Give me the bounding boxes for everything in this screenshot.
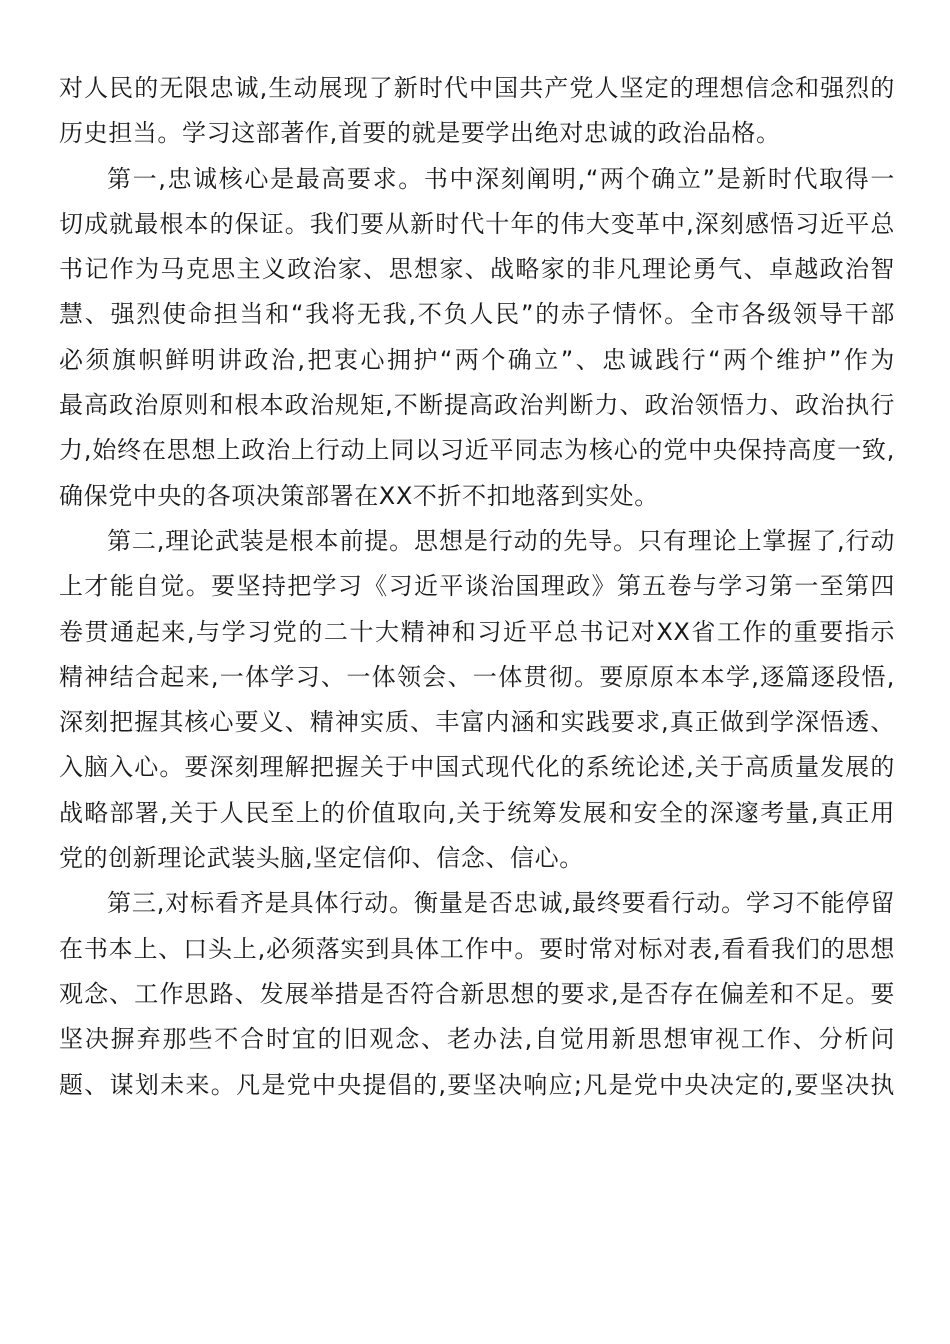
- text-line: 必须旗帜鲜明讲政治,把衷心拥护“两个确立”、忠诚践行“两个维护”作为: [59, 345, 895, 374]
- text-line: 党的创新理论武装头脑,坚定信仰、信念、信心。: [59, 844, 584, 873]
- document-body: [59, 66, 895, 1108]
- text-line: 战略部署,关于人民至上的价值取向,关于统筹发展和安全的深邃考量,真正用: [59, 798, 895, 827]
- text-line: 精神结合起来,一体学习、一体领会、一体贯彻。要原原本本学,逐篇逐段悟,: [59, 662, 895, 691]
- text-line: 上才能自觉。要坚持把学习《习近平谈治国理政》第五卷与学习第一至第四: [59, 572, 895, 601]
- paragraph-start-line: 第三,对标看齐是具体行动。衡量是否忠诚,最终要看行动。学习不能停留: [107, 889, 895, 918]
- text-line: 入脑入心。要深刻理解把握关于中国式现代化的系统论述,关于高质量发展的: [59, 753, 895, 782]
- text-line: 对人民的无限忠诚,生动展现了新时代中国共产党人坚定的理想信念和强烈的: [59, 74, 895, 102]
- paragraph-start-line: 第一,忠诚核心是最高要求。书中深刻阐明,“两个确立”是新时代取得一: [107, 164, 895, 193]
- text-line: 确保党中央的各项决策部署在XX不折不扣地落到实处。: [59, 481, 659, 510]
- text-line: 书记作为马克思主义政治家、思想家、战略家的非凡理论勇气、卓越政治智: [59, 255, 895, 284]
- text-line: 卷贯通起来,与学习党的二十大精神和习近平总书记对XX省工作的重要指示: [59, 617, 895, 646]
- paragraph-start-line: 第二,理论武装是根本前提。思想是行动的先导。只有理论上掌握了,行动: [107, 526, 895, 555]
- text-line: 坚决摒弃那些不合时宜的旧观念、老办法,自觉用新思想审视工作、分析问: [59, 1025, 895, 1054]
- text-line: 慧、强烈使命担当和“我将无我,不负人民”的赤子情怀。全市各级领导干部: [59, 300, 895, 329]
- text-line: 历史担当。学习这部著作,首要的就是要学出绝对忠诚的政治品格。: [59, 119, 781, 148]
- text-line: 在书本上、口头上,必须落实到具体工作中。要时常对标对表,看看我们的思想: [59, 934, 895, 963]
- text-line: 力,始终在思想上政治上行动上同以习近平同志为核心的党中央保持高度一致,: [59, 436, 895, 465]
- text-line: 最高政治原则和根本政治规矩,不断提高政治判断力、政治领悟力、政治执行: [59, 391, 895, 420]
- text-line: 题、谋划未来。凡是党中央提倡的,要坚决响应;凡是党中央决定的,要坚决执: [59, 1070, 895, 1099]
- text-line: 深刻把握其核心要义、精神实质、丰富内涵和实践要求,真正做到学深悟透、: [59, 708, 895, 737]
- text-line: 切成就最根本的保证。我们要从新时代十年的伟大变革中,深刻感悟习近平总: [59, 209, 895, 238]
- text-line: 观念、工作思路、发展举措是否符合新思想的要求,是否存在偏差和不足。要: [59, 979, 895, 1008]
